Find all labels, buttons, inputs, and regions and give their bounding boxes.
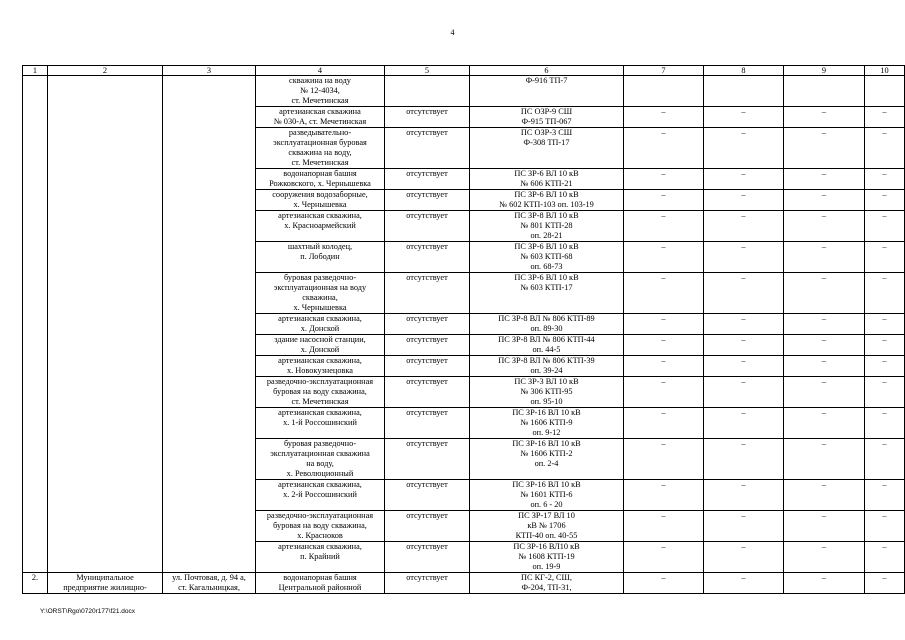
status-cell: отсутствует (385, 211, 470, 242)
cell-line: ПС ЗР-8 ВЛ 10 кВ (514, 211, 579, 220)
cell-line: артезианская скважина, (278, 480, 362, 489)
cell-line: ПС ЗР-6 ВЛ 10 кВ (514, 169, 579, 178)
col8-dash-cell: – (704, 211, 784, 242)
col7-dash-cell: – (624, 169, 704, 190)
col10-dash-cell: – (865, 480, 905, 511)
object-name-cell (256, 76, 385, 107)
cell-line: Ф-308 ТП-17 (523, 138, 570, 147)
col9-dash-cell: – (784, 335, 865, 356)
object-name-cell (256, 480, 385, 511)
col10-dash-cell: – (865, 128, 905, 169)
status-cell: отсутствует (385, 480, 470, 511)
cell-line: № 606 КТП-21 (520, 179, 573, 188)
power-source-cell (470, 128, 624, 169)
cell-line: оп. 28-21 (530, 231, 563, 240)
cell-line: артезианская скважина, (278, 314, 362, 323)
cell-line: ПС ЗР-8 ВЛ № 806 КТП-89 (498, 314, 595, 323)
cell-line: КТП-40 оп. 40-55 (515, 531, 578, 540)
cell-line: х. 2-й Россошинский (283, 490, 357, 499)
status-cell: отсутствует (385, 439, 470, 480)
cell-line: на воду, (306, 459, 334, 468)
cell-line: ПС КГ-2, СШ, (521, 573, 572, 582)
cell-line: х. Чернышевка (293, 303, 347, 312)
cell-line: эксплуатационная буровая (273, 138, 367, 147)
column-number-10: 10 (865, 66, 905, 76)
cell-line: оп. 95-10 (530, 397, 563, 406)
col9-dash-cell: – (784, 408, 865, 439)
col10-dash-cell: – (865, 408, 905, 439)
power-source-cell (470, 335, 624, 356)
col7-dash-cell: – (624, 273, 704, 314)
cell-line: х. Донской (300, 345, 340, 354)
cell-line: водонапорная башня (283, 169, 357, 178)
col7-dash-cell: – (624, 242, 704, 273)
column-number-3: 3 (163, 66, 256, 76)
status-cell: отсутствует (385, 542, 470, 573)
col7-dash-cell: – (624, 480, 704, 511)
status-cell: отсутствует (385, 573, 470, 594)
power-source-cell (470, 273, 624, 314)
cell-line: Ф-204, ТП-31, (521, 583, 572, 592)
col10-dash-cell: – (865, 273, 905, 314)
column-number-2: 2 (48, 66, 163, 76)
cell-line: х. Чернышевка (293, 200, 347, 209)
cell-line: эксплуатационная на воду (273, 283, 367, 292)
col7-dash-cell: – (624, 190, 704, 211)
cell-line: ст. Мечетинская (291, 96, 349, 105)
cell-line: ул. Почтовая, д. 94 а, (172, 573, 246, 582)
col9-dash-cell: – (784, 573, 865, 594)
cell-line: предприятие жилищно- (63, 583, 147, 592)
col7-dash-cell: – (624, 542, 704, 573)
object-name-cell (256, 107, 385, 128)
cell-line: разведочно-эксплуатационная (266, 377, 374, 386)
col3-continuation (163, 76, 256, 573)
cell-line: ПС ЗР-16 ВЛ 10 кВ (512, 408, 581, 417)
objects-table (22, 65, 905, 594)
column-number-7: 7 (624, 66, 704, 76)
col7-dash-cell: – (624, 211, 704, 242)
column-number-8: 8 (704, 66, 784, 76)
status-cell: отсутствует (385, 314, 470, 335)
col10-dash-cell: – (865, 314, 905, 335)
col9-dash-cell: – (784, 542, 865, 573)
cell-line: скважина, (302, 293, 338, 302)
col10-dash-cell: – (865, 107, 905, 128)
cell-line: № 603 КТП-68 (520, 252, 573, 261)
cell-line: п. Крайний (300, 552, 340, 561)
cell-line: Центральной районной (278, 583, 362, 592)
col9-dash-cell: – (784, 190, 865, 211)
cell-line: оп. 68-73 (530, 262, 563, 271)
status-cell: отсутствует (385, 511, 470, 542)
cell-line: оп. 44-5 (532, 345, 561, 354)
address-cell (163, 573, 256, 594)
power-source-cell (470, 439, 624, 480)
col9-dash-cell: – (784, 377, 865, 408)
col7-dash-cell: – (624, 107, 704, 128)
cell-line: х. Революционный (286, 469, 354, 478)
col8-dash-cell: – (704, 128, 784, 169)
status-cell: отсутствует (385, 377, 470, 408)
cell-line: разведывательно- (288, 128, 352, 137)
status-cell: отсутствует (385, 408, 470, 439)
object-name-cell (256, 169, 385, 190)
power-source-cell (470, 542, 624, 573)
cell-line: оп. 39-24 (530, 366, 563, 375)
col8-dash-cell: – (704, 408, 784, 439)
status-cell: отсутствует (385, 335, 470, 356)
status-cell (385, 76, 470, 107)
cell-line: скважина на воду, (288, 148, 352, 157)
col7-dash-cell: – (624, 128, 704, 169)
cell-line: № 603 КТП-17 (520, 283, 573, 292)
row-number-cell: 2. (23, 573, 48, 594)
cell-line: х. Красноков (297, 531, 343, 540)
column-number-5: 5 (385, 66, 470, 76)
cell-line: Рожковского, х. Чернышевка (269, 179, 371, 188)
table-row (23, 76, 905, 107)
power-source-cell (470, 314, 624, 335)
col10-dash-cell: – (865, 169, 905, 190)
col10-dash-cell: – (865, 356, 905, 377)
cell-line: скважина на воду (289, 76, 351, 85)
cell-line: шахтный колодец, (287, 242, 353, 251)
cell-line: № 030-А, ст. Мечетинская (273, 117, 367, 126)
object-name-cell (256, 190, 385, 211)
col9-dash-cell (784, 76, 865, 107)
cell-line: № 602 КТП-103 оп. 103-19 (499, 200, 594, 209)
cell-line: ПС ЗР-16 ВЛ 10 кВ (512, 439, 581, 448)
power-source-cell (470, 107, 624, 128)
col10-dash-cell: – (865, 335, 905, 356)
col7-dash-cell (624, 76, 704, 107)
status-cell: отсутствует (385, 128, 470, 169)
cell-line: ПС ЗР-3 ВЛ 10 кВ (514, 377, 579, 386)
col9-dash-cell: – (784, 314, 865, 335)
cell-line: ПС ЗР-6 ВЛ 10 кВ (514, 242, 579, 251)
status-cell: отсутствует (385, 242, 470, 273)
cell-line: х. Новокузнецовка (286, 366, 353, 375)
cell-line: сооружения водозаборные, (272, 190, 368, 199)
table-row-section-2 (23, 573, 905, 594)
cell-line: Ф-915 ТП-067 (521, 117, 572, 126)
col9-dash-cell: – (784, 128, 865, 169)
col8-dash-cell: – (704, 573, 784, 594)
col9-dash-cell: – (784, 273, 865, 314)
object-name-cell (256, 273, 385, 314)
col9-dash-cell: – (784, 356, 865, 377)
power-source-cell (470, 242, 624, 273)
cell-line: ПС ОЗР-9 СШ (520, 107, 573, 116)
object-name-cell (256, 408, 385, 439)
col7-dash-cell: – (624, 356, 704, 377)
cell-line: № 12-4034, (300, 86, 340, 95)
status-cell: отсутствует (385, 273, 470, 314)
status-cell: отсутствует (385, 169, 470, 190)
cell-line: № 1606 КТП-2 (520, 449, 573, 458)
column-number-6: 6 (470, 66, 624, 76)
col7-dash-cell: – (624, 439, 704, 480)
page-number: 4 (450, 28, 455, 37)
col9-dash-cell: – (784, 511, 865, 542)
footer-file-path: Y:\ORST\Rgo\0720r177\f21.docx (40, 608, 136, 615)
column-number-1: 1 (23, 66, 48, 76)
col7-dash-cell: – (624, 335, 704, 356)
col8-dash-cell: – (704, 542, 784, 573)
col7-dash-cell: – (624, 377, 704, 408)
cell-line: Муниципальное (76, 573, 134, 582)
cell-line: оп. 9-12 (532, 428, 561, 437)
col10-dash-cell: – (865, 542, 905, 573)
col9-dash-cell: – (784, 242, 865, 273)
cell-line: буровая на воду скважина, (273, 387, 367, 396)
col10-dash-cell (865, 76, 905, 107)
col10-dash-cell: – (865, 439, 905, 480)
col8-dash-cell: – (704, 107, 784, 128)
power-source-cell (470, 190, 624, 211)
cell-line: оп. 89-30 (530, 324, 563, 333)
col2-continuation (48, 76, 163, 573)
object-name-cell (256, 439, 385, 480)
cell-line: ПС ЗР-16 ВЛ10 кВ (513, 542, 580, 551)
cell-line: оп. 2-4 (534, 459, 559, 468)
cell-line: ПС ОЗР-3 СШ (520, 128, 573, 137)
col10-dash-cell: – (865, 511, 905, 542)
col8-dash-cell: – (704, 356, 784, 377)
cell-line: артезианская скважина (279, 107, 361, 116)
col7-dash-cell: – (624, 511, 704, 542)
cell-line: п. Лободин (300, 252, 340, 261)
cell-line: ст. Мечетинская (291, 397, 349, 406)
object-name-cell (256, 314, 385, 335)
column-number-9: 9 (784, 66, 865, 76)
col8-dash-cell: – (704, 242, 784, 273)
header-row (23, 66, 905, 76)
col8-dash-cell: – (704, 377, 784, 408)
cell-line: ст. Кагальницкая, (178, 583, 240, 592)
cell-line: ПС ЗР-17 ВЛ 10 (518, 511, 575, 520)
object-name-cell (256, 242, 385, 273)
col7-dash-cell: – (624, 573, 704, 594)
cell-line: оп. 6 - 20 (530, 500, 563, 509)
col1-continuation (23, 76, 48, 573)
object-name-cell (256, 356, 385, 377)
power-source-cell (470, 211, 624, 242)
cell-line: эксплуатационная скважина (270, 449, 370, 458)
cell-line: артезианская скважина, (278, 211, 362, 220)
cell-line: здание насосной станции, (274, 335, 366, 344)
cell-line: № 1606 КТП-9 (520, 418, 573, 427)
cell-line: водонапорная башня (283, 573, 357, 582)
cell-line: № 1608 КТП-19 (518, 552, 575, 561)
power-source-cell (470, 573, 624, 594)
cell-line: ПС ЗР-6 ВЛ 10 кВ (514, 273, 579, 282)
col9-dash-cell: – (784, 169, 865, 190)
power-source-cell (470, 356, 624, 377)
cell-line: ПС ЗР-8 ВЛ № 806 КТП-44 (498, 335, 595, 344)
col8-dash-cell: – (704, 511, 784, 542)
status-cell: отсутствует (385, 107, 470, 128)
object-name-cell (256, 511, 385, 542)
cell-line: х. Донской (300, 324, 340, 333)
col10-dash-cell: – (865, 190, 905, 211)
cell-line: артезианская скважина, (278, 542, 362, 551)
cell-line: ст. Мечетинская (291, 158, 349, 167)
object-name-cell (256, 128, 385, 169)
cell-line: № 1601 КТП-6 (520, 490, 573, 499)
col10-dash-cell: – (865, 211, 905, 242)
col8-dash-cell: – (704, 273, 784, 314)
object-name-cell (256, 573, 385, 594)
cell-line: артезианская скважина, (278, 408, 362, 417)
status-cell: отсутствует (385, 356, 470, 377)
col9-dash-cell: – (784, 107, 865, 128)
object-name-cell (256, 542, 385, 573)
col8-dash-cell: – (704, 480, 784, 511)
col9-dash-cell: – (784, 211, 865, 242)
cell-line: буровая разведочно- (284, 439, 356, 448)
power-source-cell (470, 511, 624, 542)
organization-cell (48, 573, 163, 594)
cell-line: ПС ЗР-8 ВЛ № 806 КТП-39 (498, 356, 595, 365)
status-cell: отсутствует (385, 190, 470, 211)
cell-line: буровая разведочно- (284, 273, 356, 282)
cell-line: Ф-916 ТП-7 (525, 76, 568, 85)
col7-dash-cell: – (624, 408, 704, 439)
col8-dash-cell (704, 76, 784, 107)
col7-dash-cell: – (624, 314, 704, 335)
power-source-cell (470, 377, 624, 408)
power-source-cell (470, 408, 624, 439)
col9-dash-cell: – (784, 439, 865, 480)
column-number-4: 4 (256, 66, 385, 76)
cell-line: разведочно-эксплуатационная (266, 511, 374, 520)
power-source-cell (470, 169, 624, 190)
cell-line: оп. 19-9 (532, 562, 561, 571)
col8-dash-cell: – (704, 335, 784, 356)
object-name-cell (256, 377, 385, 408)
object-name-cell (256, 211, 385, 242)
table-body (23, 76, 905, 594)
cell-line: ПС ЗР-16 ВЛ 10 кВ (512, 480, 581, 489)
col9-dash-cell: – (784, 480, 865, 511)
object-name-cell (256, 335, 385, 356)
col8-dash-cell: – (704, 314, 784, 335)
col8-dash-cell: – (704, 190, 784, 211)
cell-line: № 801 КТП-28 (520, 221, 573, 230)
cell-line: х. 1-й Россошинский (283, 418, 357, 427)
cell-line: кВ № 1706 (527, 521, 566, 530)
cell-line: х. Красноармейский (284, 221, 356, 230)
cell-line: буровая на воду скважина, (273, 521, 367, 530)
col10-dash-cell: – (865, 573, 905, 594)
cell-line: артезианская скважина, (278, 356, 362, 365)
power-source-cell (470, 76, 624, 107)
col8-dash-cell: – (704, 439, 784, 480)
col10-dash-cell: – (865, 242, 905, 273)
col8-dash-cell: – (704, 169, 784, 190)
power-source-cell (470, 480, 624, 511)
col10-dash-cell: – (865, 377, 905, 408)
cell-line: № 306 КТП-95 (520, 387, 573, 396)
cell-line: ПС ЗР-6 ВЛ 10 кВ (514, 190, 579, 199)
